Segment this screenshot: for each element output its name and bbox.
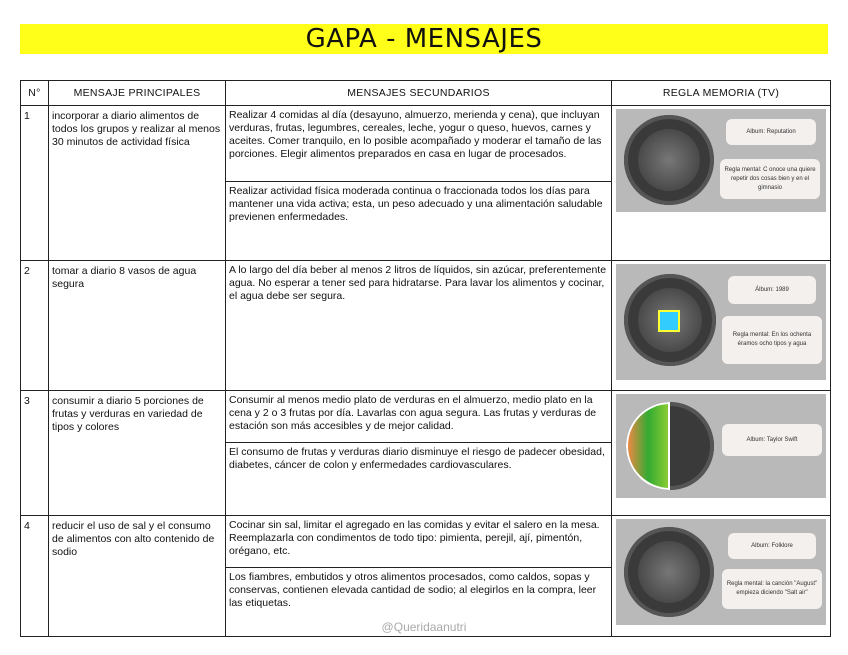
memory-bubble: Regla mental: la canción "August" empieza diciendo "Salt air" — [722, 569, 822, 609]
header-memory: REGLA MEMORIA (TV) — [612, 81, 831, 106]
header-secondary: MENSAJES SECUNDARIOS — [226, 81, 612, 106]
page-title: GAPA - MENSAJES — [305, 24, 543, 54]
secondary-message: A lo largo del día beber al menos 2 litros de líquidos, sin azúcar, preferentemente agua. No esperar a tener sed para hidratarse. Para lavar los alimentos y cocinar, el agua debe ser segura. — [229, 264, 607, 302]
secondary-message: Consumir al menos medio plato de verduras en el almuerzo, medio plato en la cena y 2 o 3 frutas por día. Lavarlas con agua segura. Las frutas y verduras de estación son más accesibles y de mejor calidad. — [229, 394, 597, 432]
plate-center — [638, 541, 700, 603]
main-message: incorporar a diario alimentos de todos los grupos y realizar al menos 30 minutos de actividad física — [49, 106, 226, 261]
row-number: 4 — [21, 516, 49, 637]
row-number: 1 — [21, 106, 49, 261]
secondary-message: Cocinar sin sal, limitar el agregado en las comidas y evitar el salero en la mesa. Reemplazarla con condimentos de todo tipo: pimienta, perejil, ají, pimentón, orégano, etc. — [229, 519, 600, 557]
messages-table — [20, 80, 831, 637]
main-message: reducir el uso de sal y el consumo de alimentos con alto contenido de sodio — [49, 516, 226, 637]
memory-image — [616, 519, 826, 625]
table-row — [21, 516, 831, 637]
main-message: consumir a diario 5 porciones de frutas y verduras en variedad de tipos y colores — [49, 391, 226, 516]
header-num: N° — [21, 81, 49, 106]
memory-image — [616, 109, 826, 212]
vegetable-half-icon — [626, 402, 670, 490]
secondary-message: Los fiambres, embutidos y otros alimentos procesados, como caldos, sopas y conservas, contienen elevada cantidad de sodio; al elegirlos en la compra, leer las etiquetas. — [226, 567, 611, 614]
secondary-message: Realizar 4 comidas al día (desayuno, almuerzo, merienda y cena), que incluyan verduras, frutas, legumbres, cereales, leche, yogur o queso, huevos, carnes y aceites. Comer tranquilo, en lo posible acompañado y moderar el tamaño de las porciones. Elegir alimentos preparados en casa en lugar de procesados. — [229, 109, 602, 160]
footer-credit: @Queridaanutri — [381, 620, 467, 634]
memory-bubble: Regla mental: En los ochenta éramos ocho tipos y agua — [722, 316, 822, 364]
water-icon — [658, 310, 680, 332]
table-row — [21, 261, 831, 391]
row-number: 2 — [21, 261, 49, 391]
memory-bubble: Album: Folklore — [728, 533, 816, 559]
main-message: tomar a diario 8 vasos de agua segura — [49, 261, 226, 391]
table-row — [21, 391, 831, 516]
memory-image — [616, 394, 826, 498]
header-main: MENSAJE PRINCIPALES — [49, 81, 226, 106]
plate-center — [638, 129, 700, 191]
table-row — [21, 106, 831, 261]
memory-bubble: Album: Taylor Swift — [722, 424, 822, 456]
header-row — [21, 81, 831, 106]
memory-bubble: Album: Reputation — [726, 119, 816, 145]
memory-image — [616, 264, 826, 380]
row-number: 3 — [21, 391, 49, 516]
memory-bubble: Álbum: 1989 — [728, 276, 816, 304]
secondary-message: Realizar actividad física moderada continua o fraccionada todos los días para mantener una vida activa; esta, un peso adecuado y una alimentación saludable previenen enfermedades. — [226, 181, 611, 228]
secondary-message: El consumo de frutas y verduras diario disminuye el riesgo de padecer obesidad, diabetes, cáncer de colon y enfermedades cardiovasculares. — [226, 442, 611, 476]
memory-bubble: Regla mental: C onoce una quiere repetir dos cosas bien y en el gimnasio — [720, 159, 820, 199]
title-banner — [20, 24, 828, 54]
